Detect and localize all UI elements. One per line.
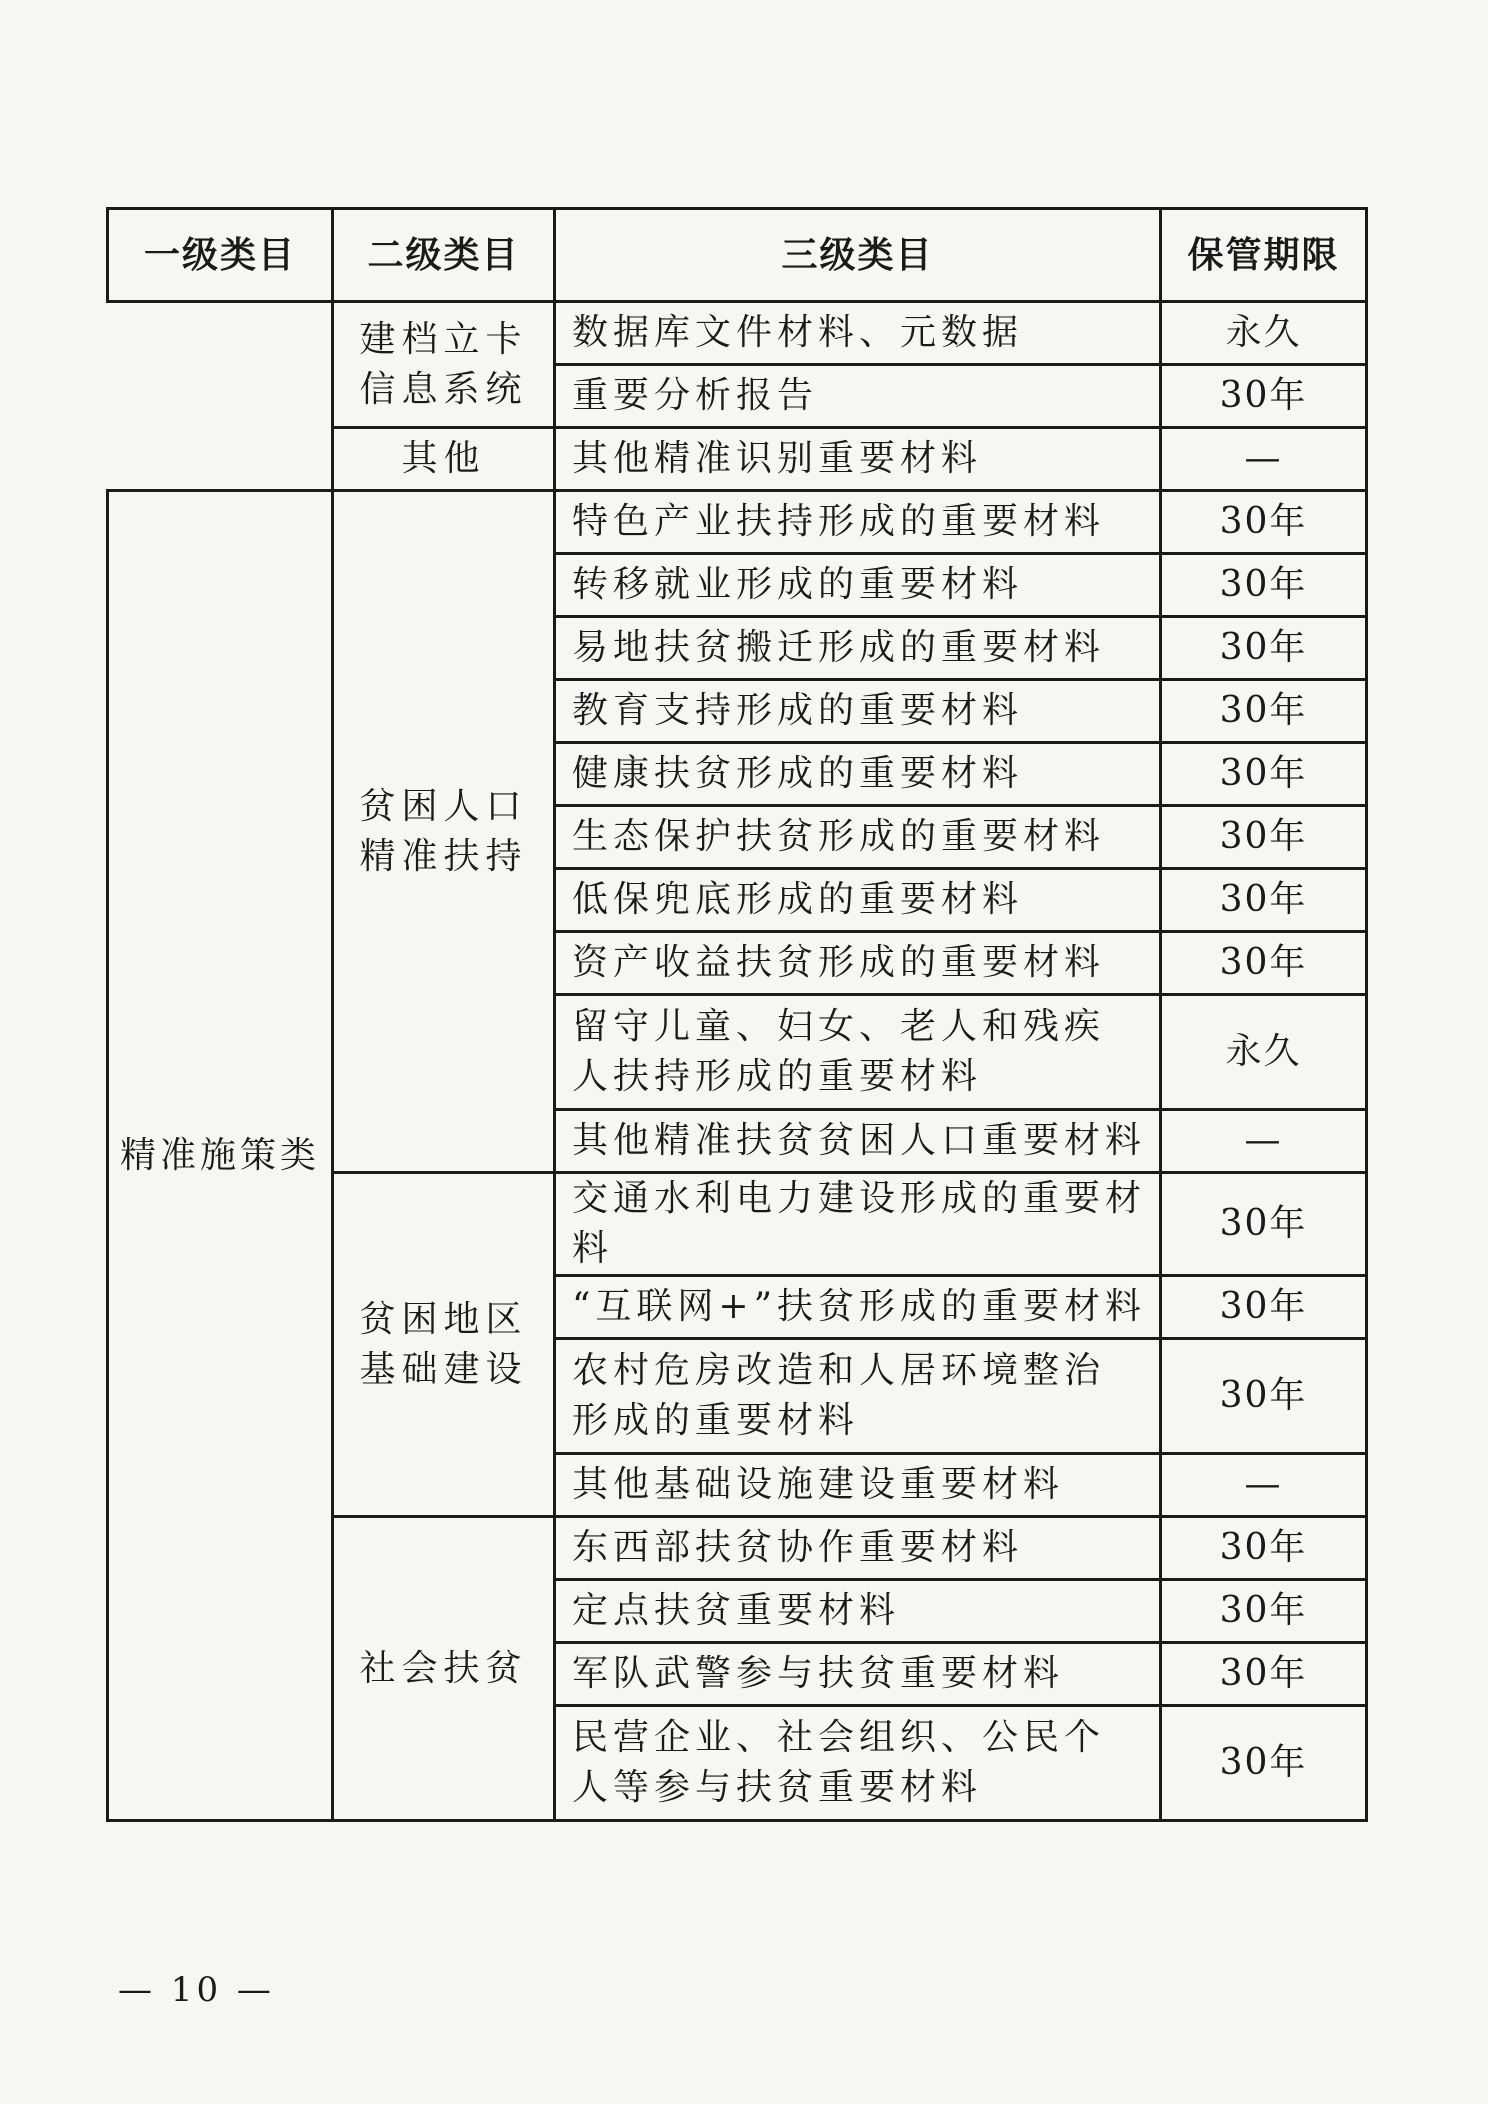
- retention-cell: 永久: [1161, 995, 1367, 1110]
- level3-cell: 教育支持形成的重要材料: [555, 680, 1161, 743]
- retention-cell: 30年: [1161, 1517, 1367, 1580]
- table-row: [108, 491, 1367, 554]
- retention-schedule-table: [106, 207, 1368, 1822]
- level3-cell: 其他精准识别重要材料: [555, 428, 1161, 491]
- level3-cell: 低保兜底形成的重要材料: [555, 869, 1161, 932]
- table-header-row: [108, 209, 1367, 302]
- level2-line: 贫困地区: [359, 1298, 528, 1340]
- header-level2: 二级类目: [333, 209, 555, 302]
- retention-cell: 30年: [1161, 554, 1367, 617]
- level1-cell: [108, 428, 333, 491]
- header-retention-period: 保管期限: [1161, 209, 1367, 302]
- level1-cell: [108, 365, 333, 428]
- level3-cell: 留守儿童、妇女、老人和残疾人扶持形成的重要材料: [555, 995, 1161, 1110]
- retention-cell: 30年: [1161, 617, 1367, 680]
- level2-line: 基础建设: [359, 1348, 528, 1390]
- level2-cell: [333, 302, 555, 428]
- level2-line: 精准扶持: [359, 835, 528, 877]
- retention-cell: —: [1161, 1110, 1367, 1173]
- level3-cell: 特色产业扶持形成的重要材料: [555, 491, 1161, 554]
- header-level1: 一级类目: [108, 209, 333, 302]
- level3-cell: 民营企业、社会组织、公民个人等参与扶贫重要材料: [555, 1706, 1161, 1821]
- level3-cell: 健康扶贫形成的重要材料: [555, 743, 1161, 806]
- retention-cell: 30年: [1161, 491, 1367, 554]
- level1-cell: [108, 491, 333, 1821]
- level3-cell: 定点扶贫重要材料: [555, 1580, 1161, 1643]
- retention-cell: —: [1161, 1454, 1367, 1517]
- retention-cell: 30年: [1161, 365, 1367, 428]
- retention-cell: 30年: [1161, 1173, 1367, 1276]
- table-row: [108, 302, 1367, 365]
- table-row: [108, 365, 1367, 428]
- table-row: [108, 428, 1367, 491]
- level3-cell: 生态保护扶贫形成的重要材料: [555, 806, 1161, 869]
- level3-cell: 交通水利电力建设形成的重要材料: [555, 1173, 1161, 1276]
- level2-line: 建档立卡: [359, 318, 528, 360]
- retention-cell: 30年: [1161, 932, 1367, 995]
- page-number: — 10 —: [118, 1970, 275, 2010]
- level1-label: 精准施策类: [119, 1134, 320, 1176]
- level2-cell: [333, 428, 555, 491]
- retention-cell: 30年: [1161, 1276, 1367, 1339]
- retention-cell: 30年: [1161, 1339, 1367, 1454]
- level3-cell: 数据库文件材料、元数据: [555, 302, 1161, 365]
- level3-cell: 易地扶贫搬迁形成的重要材料: [555, 617, 1161, 680]
- level2-line: 其他: [401, 438, 486, 479]
- level3-cell: 重要分析报告: [555, 365, 1161, 428]
- retention-cell: 30年: [1161, 743, 1367, 806]
- level2-cell: [333, 1173, 555, 1517]
- level3-cell: “互联网+”扶贫形成的重要材料: [555, 1276, 1161, 1339]
- level2-line: 贫困人口: [359, 785, 528, 827]
- level3-cell: 其他基础设施建设重要材料: [555, 1454, 1161, 1517]
- level3-cell: 军队武警参与扶贫重要材料: [555, 1643, 1161, 1706]
- level3-cell: 东西部扶贫协作重要材料: [555, 1517, 1161, 1580]
- level3-cell: 农村危房改造和人居环境整治形成的重要材料: [555, 1339, 1161, 1454]
- retention-cell: —: [1161, 428, 1367, 491]
- level3-cell: 转移就业形成的重要材料: [555, 554, 1161, 617]
- retention-cell: 30年: [1161, 806, 1367, 869]
- retention-cell: 30年: [1161, 1706, 1367, 1821]
- level3-cell: 其他精准扶贫贫困人口重要材料: [555, 1110, 1161, 1173]
- retention-cell: 30年: [1161, 1643, 1367, 1706]
- level1-cell: [108, 302, 333, 365]
- retention-cell: 30年: [1161, 1580, 1367, 1643]
- retention-cell: 30年: [1161, 680, 1367, 743]
- level2-line: 信息系统: [359, 368, 528, 410]
- level2-cell: [333, 1517, 555, 1821]
- header-level3: 三级类目: [555, 209, 1161, 302]
- level2-line: 社会扶贫: [359, 1647, 528, 1689]
- level3-cell: 资产收益扶贫形成的重要材料: [555, 932, 1161, 995]
- level2-cell: [333, 491, 555, 1173]
- retention-cell: 30年: [1161, 869, 1367, 932]
- retention-cell: 永久: [1161, 302, 1367, 365]
